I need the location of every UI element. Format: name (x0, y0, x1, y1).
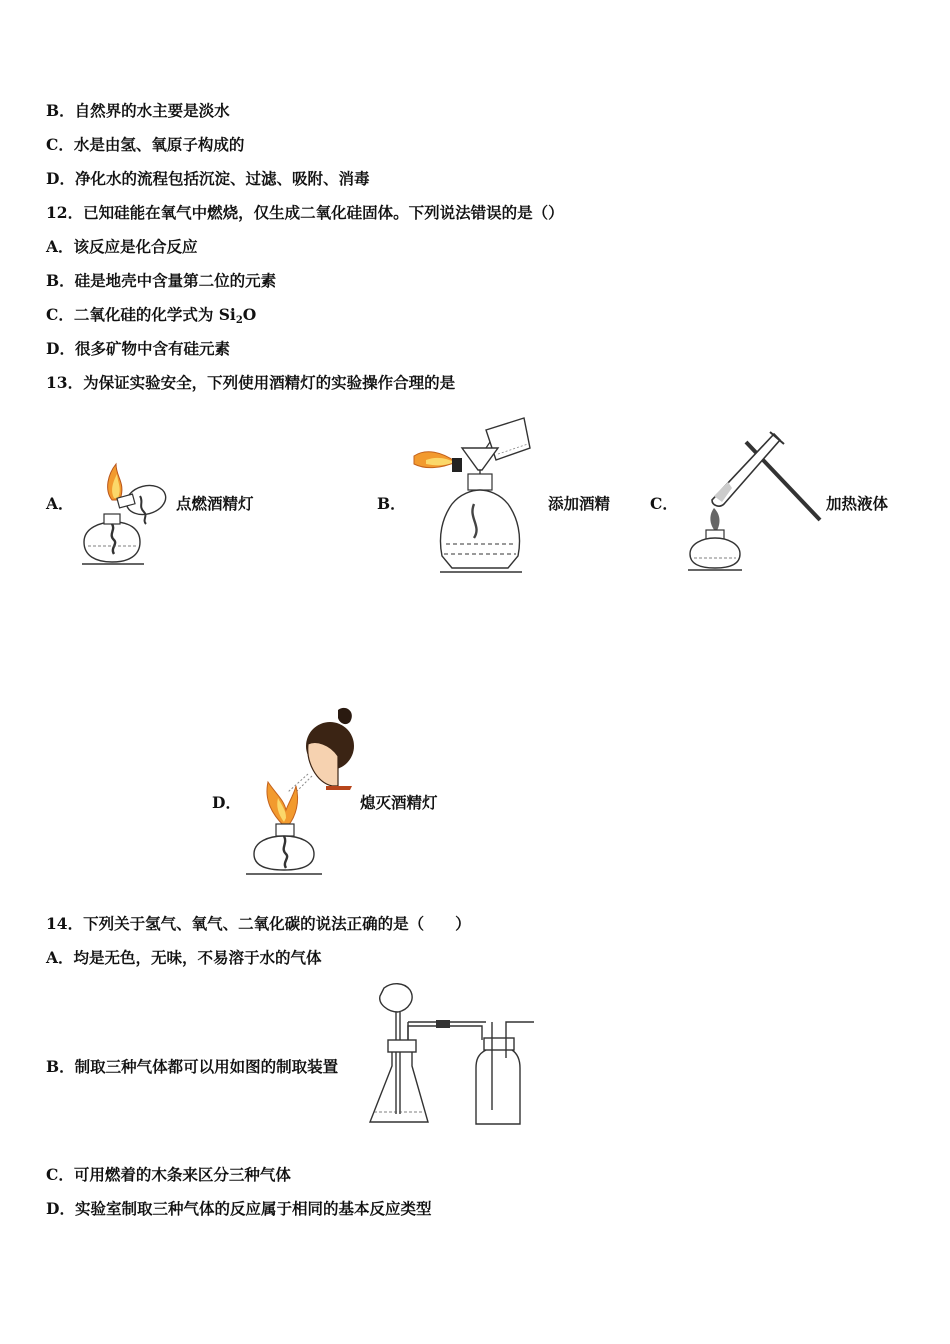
q13-option-c-caption: 加热液体 (826, 494, 889, 513)
q12-option-d: D．很多矿物中含有硅元素 (46, 339, 230, 358)
q13-option-d-letter: D． (212, 793, 241, 812)
q13-option-c-letter: C． (650, 494, 678, 513)
q13-option-a-caption: 点燃酒精灯 (176, 494, 254, 513)
q14-option-a: A．均是无色，无味，不易溶于水的气体 (46, 948, 322, 967)
q11-option-c: C．水是由氢、氧原子构成的 (46, 135, 245, 154)
q13-stem: 13．为保证实验安全，下列使用酒精灯的实验操作合理的是 (46, 373, 456, 392)
q11-option-b: B．自然界的水主要是淡水 (46, 101, 230, 120)
q13-option-d-caption: 熄灭酒精灯 (360, 793, 438, 812)
q12-option-b: B．硅是地壳中含量第二位的元素 (46, 271, 277, 290)
q12-stem: 12．已知硅能在氧气中燃烧，仅生成二氧化硅固体。下列说法错误的是（） (46, 203, 564, 222)
q12-option-c (46, 305, 256, 331)
q14-option-d: D．实验室制取三种气体的反应属于相同的基本反应类型 (46, 1199, 432, 1218)
extinguishing-lamp-figure (242, 704, 358, 876)
q14-stem: 14．下列关于氢气、氧气、二氧化碳的说法正确的是（ ） (46, 914, 471, 933)
lighting-lamp-figure (74, 460, 174, 572)
q11-option-d: D．净化水的流程包括沉淀、过滤、吸附、消毒 (46, 169, 370, 188)
q12-option-c-prefix: C．二氧化硅的化学式为 Si (46, 305, 236, 324)
adding-alcohol-figure (412, 408, 536, 576)
q14-option-b: B．制取三种气体都可以用如图的制取装置 (46, 1057, 339, 1076)
q12-option-a: A．该反应是化合反应 (46, 237, 198, 256)
q13-option-b-caption: 添加酒精 (548, 494, 611, 513)
q12-option-c-subscript: 2 (235, 315, 243, 326)
q13-option-b-letter: B． (377, 494, 406, 513)
gas-generation-apparatus-figure (362, 982, 538, 1132)
heating-liquid-figure (684, 430, 824, 574)
q14-option-c: C．可用燃着的木条来区分三种气体 (46, 1165, 291, 1184)
q12-option-c-suffix: O (242, 305, 257, 324)
q13-option-a-letter: A． (46, 494, 74, 513)
